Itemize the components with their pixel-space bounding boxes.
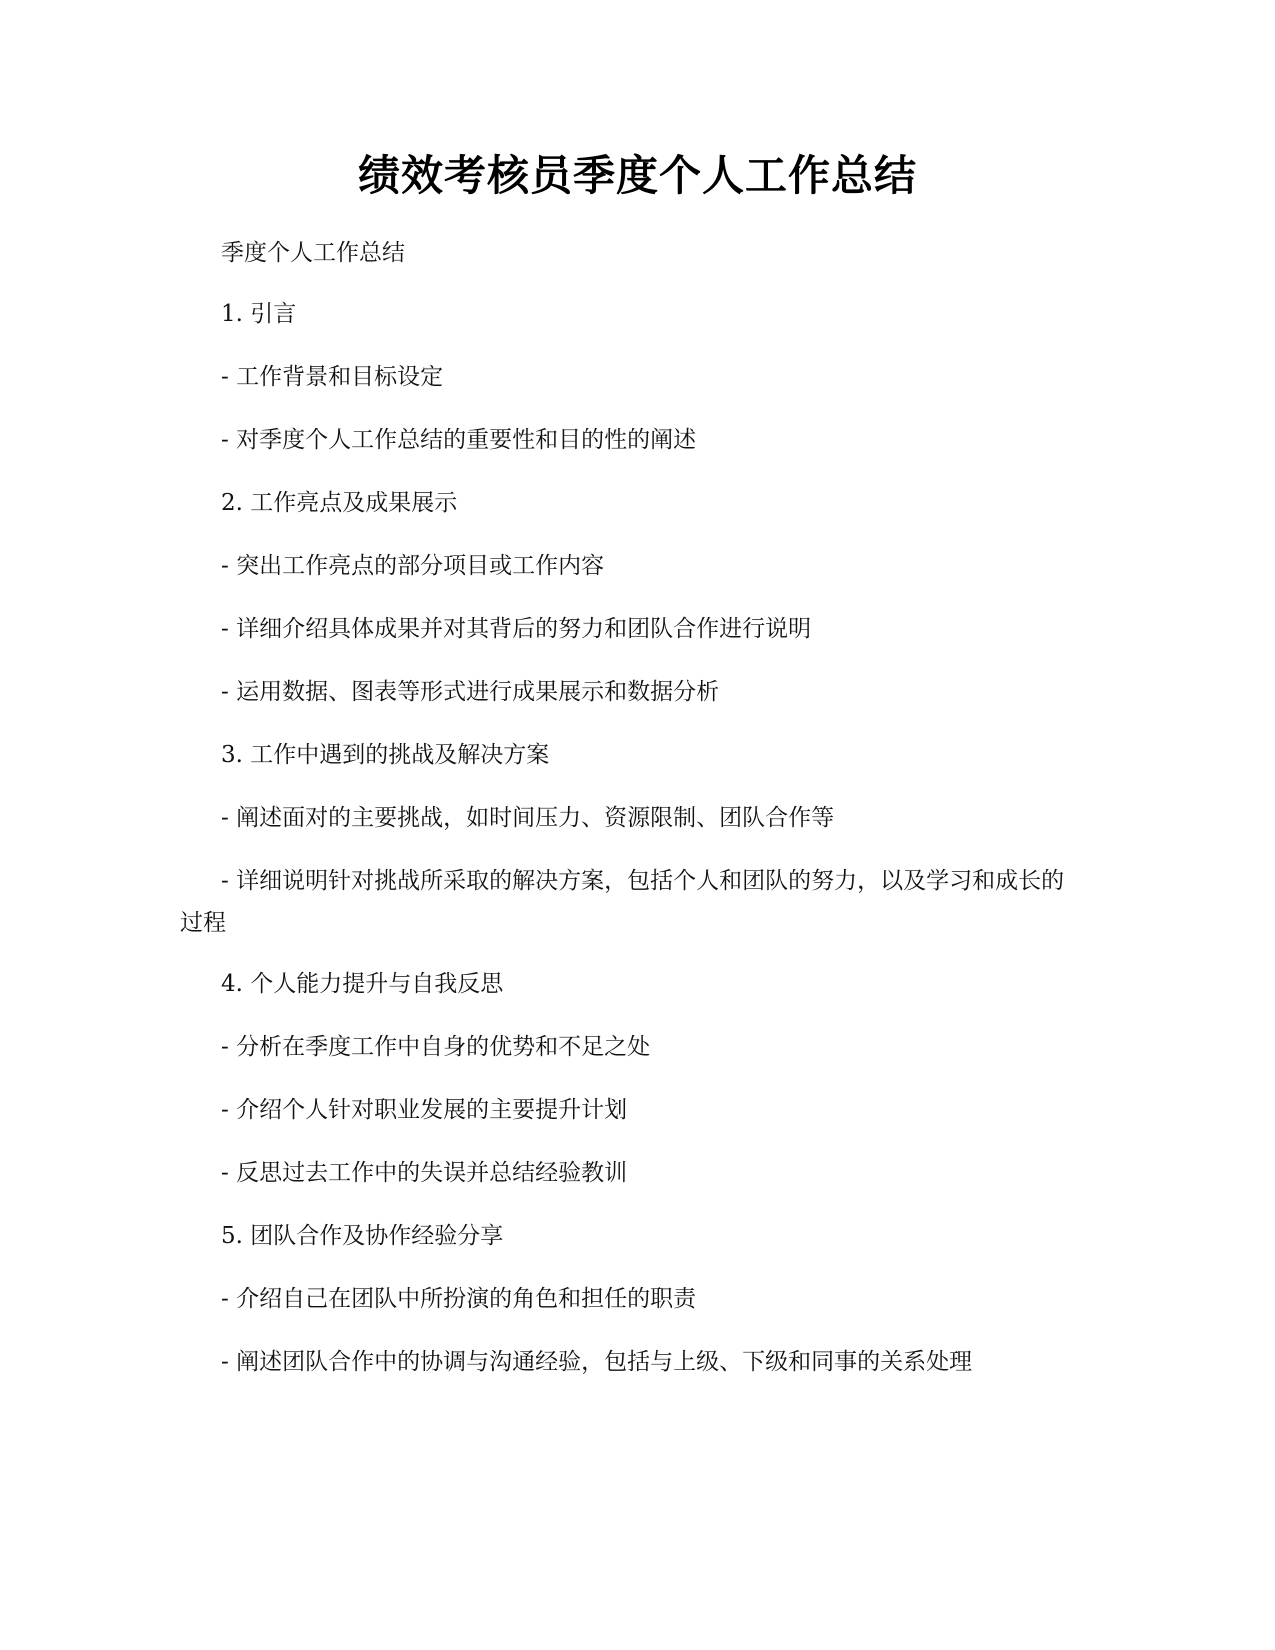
paragraph-subtitle: 季度个人工作总结 bbox=[221, 240, 405, 266]
document-body bbox=[180, 232, 1070, 1404]
section-heading: 4. 个人能力提升与自我反思 bbox=[221, 971, 504, 997]
list-item: - 阐述面对的主要挑战，如时间压力、资源限制、团队合作等 bbox=[221, 805, 835, 831]
list-item: - 工作背景和目标设定 bbox=[221, 364, 444, 390]
list-item: - 介绍自己在团队中所扮演的角色和担任的职责 bbox=[221, 1286, 697, 1312]
list-item: - 详细介绍具体成果并对其背后的努力和团队合作进行说明 bbox=[221, 616, 812, 642]
list-item: - 运用数据、图表等形式进行成果展示和数据分析 bbox=[221, 679, 720, 705]
list-item: - 突出工作亮点的部分项目或工作内容 bbox=[221, 553, 605, 579]
section-heading: 1. 引言 bbox=[221, 301, 297, 327]
section-heading: 5. 团队合作及协作经验分享 bbox=[221, 1223, 504, 1249]
list-item: - 反思过去工作中的失误并总结经验教训 bbox=[221, 1160, 628, 1186]
list-item: - 介绍个人针对职业发展的主要提升计划 bbox=[221, 1097, 628, 1123]
section-heading: 2. 工作亮点及成果展示 bbox=[221, 490, 458, 516]
list-item: - 详细说明针对挑战所采取的解决方案，包括个人和团队的努力，以及学习和成长的过程 bbox=[180, 868, 1065, 936]
list-item: - 阐述团队合作中的协调与沟通经验，包括与上级、下级和同事的关系处理 bbox=[221, 1349, 973, 1375]
list-item: - 分析在季度工作中自身的优势和不足之处 bbox=[221, 1034, 651, 1060]
list-item: - 对季度个人工作总结的重要性和目的性的阐述 bbox=[221, 427, 697, 453]
document-title: 绩效考核员季度个人工作总结 bbox=[357, 151, 917, 200]
section-heading: 3. 工作中遇到的挑战及解决方案 bbox=[221, 742, 550, 768]
